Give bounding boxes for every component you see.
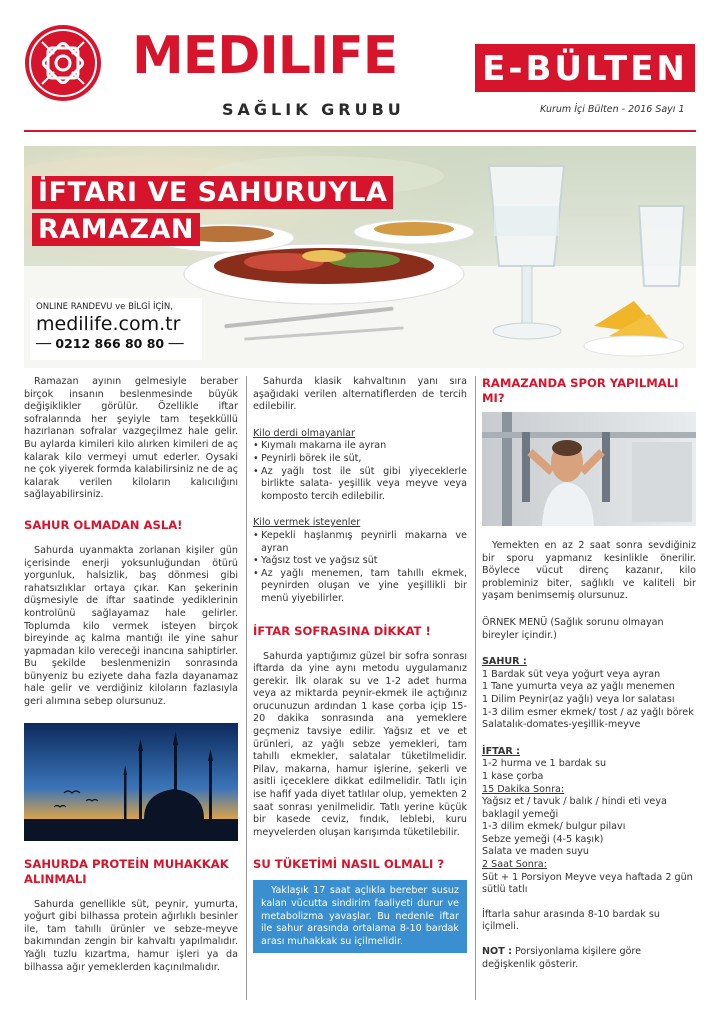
column-2 (253, 376, 467, 953)
list-item: 1 Bardak süt veya yoğurt veya ayran (482, 668, 661, 680)
fifteen-min-label: 15 Dakika Sonra: (482, 783, 565, 795)
contact-label: ONLINE RANDEVU ve BİLGİ İÇİN, (36, 302, 173, 312)
brand-wordmark (132, 26, 450, 86)
column-3 (482, 376, 696, 971)
list-item: • Kepekli haşlanmış peynirli makarna ve ayran (253, 530, 467, 555)
contact-box (30, 298, 202, 360)
two-hour-label: 2 Saat Sonra: (482, 859, 547, 871)
list-item: 1 Tane yumurta veya az yağlı menemen (482, 681, 675, 693)
iftar-section-title: İFTAR SOFRASINA DİKKAT ! (253, 623, 431, 638)
not-text: Porsiyonlama kişilere göre değişkenlik gösterir. (482, 946, 642, 970)
column-divider-1 (246, 376, 247, 1000)
brand-name: MEDILIFE (132, 26, 398, 86)
list-item: 1-3 dilim esmer ekmek/ tost / az yağlı börek (482, 706, 694, 718)
sahur-section-title: SAHUR OLMADAN ASLA! (24, 517, 183, 532)
list-item: Salata ve maden suyu (482, 846, 590, 858)
list-item: • Yağsız tost ve yağsız süt (253, 555, 467, 568)
not-label: NOT : (482, 946, 512, 958)
ebulten-badge: E-BÜLTEN (475, 44, 695, 92)
protein-paragraph: Sahurda genellikle süt, peynir, yumurta, yoğurt gibi bilhassa protein ağırlıklı besinler ile, tam tahıllı ürünler ve sebze-meyve bakımından zengin bir kahvaltı yapılmalıdır. Yağlı tuzlu kızartma, hamur işleri ya da bilhassa ağır yemeklerden kaçınılmalıdır. (24, 898, 238, 973)
sahur-menu-list (482, 669, 696, 732)
brand-subtitle: SAĞLIK GRUBU (222, 100, 405, 119)
sahur-paragraph: Sahurda uyanmakta zorlanan kişiler gün içerisinde enerji yoksunluğundan ötürü yorgunluk, halsizlik, baş dönmesi gibi rahatsızlıklar ortaya çıkar. Kan şekerinin düşmesiyle de iftar saatinde yediklerinin kontrolünü sağlayamaz hale gelirler. Toplumda kilo vermek isteyen birçok bireyinde aç kalma mantığı ile yine sahur yapmadan kilo vereceği inancına sahiptirler. Bu şekilde beslenmenizin sonrasında bünyeniz bu eziyete daha fazla dayanamaz hale gelir ve verdiğiniz kiloların fazlasıyla geri alımına sebep olursunuz. (24, 544, 238, 708)
list-item: Yağsız et / tavuk / balık / hindi eti veya baklagil yemeği (482, 796, 667, 820)
list-item: 1 Dilim Peynir(az yağlı) veya lor salatası (482, 693, 675, 705)
list-item: • Az yağlı menemen, tam tahıllı ekmek, peynirden oluşan ve yine yeşillikli bir menü yiyebilirler. (253, 568, 467, 606)
list-item: 1 kase çorba (482, 770, 544, 782)
gym-photo (482, 412, 696, 526)
hero-title (32, 176, 393, 250)
list-item: • Peynirli börek ile süt, (253, 453, 467, 466)
iftar-menu-label: İFTAR : (482, 745, 520, 757)
website-link[interactable]: medilife.com.tr (36, 313, 181, 335)
protein-section-title: SAHURDA PROTEİN MUHAKKAK ALINMALI (24, 856, 229, 886)
alternatives-intro: Sahurda klasik kahvaltının yanı sıra aşağıdaki verilen alternatiflerden de tercih edilebilir. (253, 376, 467, 413)
hero-banner (24, 146, 696, 368)
issue-info: Kurum İçi Bülten - 2016 Sayı 1 (540, 104, 685, 115)
phone-number[interactable]: ── 0212 866 80 80 ── (36, 336, 184, 351)
column-divider-2 (475, 376, 476, 1000)
fifteen-min-list (482, 796, 696, 859)
two-hour-line: Süt + 1 Porsiyon Meyve veya haftada 2 gün sütlü tatlı (482, 871, 693, 896)
header-divider (24, 130, 696, 132)
spor-section-title: RAMAZANDA SPOR YAPILMALI MI? (482, 376, 679, 405)
list-item: • Kıymalı makarna ile ayran (253, 440, 467, 453)
hero-title-line1: İFTARI VE SAHURUYLA (32, 176, 393, 209)
iftar-menu-list (482, 758, 696, 783)
su-info-box: Yaklaşık 17 saat açlıkla bereber susuz kalan vücutta sindirim faaliyeti durur ve metabolizma yavaşlar. Bu nedenle iftar ile sahur arasında ortalama 8-10 bardak arası muhakkak su içilmelidir. (253, 880, 467, 953)
sahur-menu-label: SAHUR : (482, 656, 527, 668)
water-note: İftarla sahur arasında 8-10 bardak su içilmeli. (482, 908, 660, 933)
list-item: 1-3 dilim ekmek/ bulgur pilavı (482, 821, 626, 833)
kilo-derdi-title: Kilo derdi olmayanlar (253, 427, 355, 439)
not-note (482, 946, 696, 971)
mosque-sunset-image (24, 723, 238, 841)
kilo-vermek-list (253, 530, 467, 606)
iftar-paragraph: Sahurda yaptığımız güzel bir sofra sonrası iftarda da yine aynı metodu uygulamanız gerekir. İlk olarak su ve 1-2 adet hurma veya az miktarda peynir-ekmek ile açtığınız orucunuzun ardından 1 kase çorba içip 15-20 dakika sonrasında ana yemeklere geçmeniz tavsiye edilir. Yağsız et ve et ürünleri, az yağlı sebze yemekleri, tam tahıllı ekmekler, salatalar tüketilmelidir. Pilav, makarna, hamur işlerine, şekerli ve asitli içeceklere dikkat edilmelidir. Tatlı için ise hafif yada diyet tatlılar olup, yemekten 2 saat sonrası yenilmelidir. Tatlı yerine küçük bir kasede ceviz, fındık, leblebi, kuru meyvelerden oluşan karışımda tüketilebilir. (253, 650, 467, 838)
intro-paragraph: Ramazan ayının gelmesiyle beraber birçok insanın beslenmesinde büyük değişiklikler görülür. Özellikle iftar sofralarında her şeyiyle tam teşekküllü hazırlanan sofralar vazgeçilmez hale gelir. Bu aylarda kimileri kilo alırken kimileri de aç kalarak kilo vermeyi umut ederler. Oysaki ne çok yiyerek formda kalabilirsiniz ne de aç kalarak verilen kiloların kalıcılığını sağlayabilirsiniz. (24, 376, 238, 501)
su-section-title: SU TÜKETİMİ NASIL OLMALI ? (253, 857, 445, 872)
ornek-menu-title: ÖRNEK MENÜ (Sağlık sorunu olmayan bireyler içindir.) (482, 616, 664, 641)
list-item: Sebze yemeği (4-5 kaşık) (482, 833, 604, 845)
list-item: 1-2 hurma ve 1 bardak su (482, 758, 607, 770)
hero-title-line2: RAMAZAN (32, 213, 200, 246)
medilife-emblem-logo (24, 24, 102, 102)
spor-paragraph: Yemekten en az 2 saat sonra sevdiğiniz bir sporu yapmanız kesinlikle önerilir. Böylece vücut direnç kazanır, kilo probleminiz biter, sağlıklı ve kaliteli bir yaşam benimsemiş olursunuz. (482, 540, 696, 602)
kilo-derdi-list (253, 440, 467, 503)
list-item: • Az yağlı tost ile süt gibi yiyeceklerle birlikte salata- yeşillik veya meyve veya komposto tercih edilebilir. (253, 466, 467, 504)
column-1 (24, 376, 238, 974)
list-item: Salatalık-domates-yeşillik-meyve (482, 719, 641, 731)
kilo-vermek-title: Kilo vermek isteyenler (253, 517, 361, 529)
